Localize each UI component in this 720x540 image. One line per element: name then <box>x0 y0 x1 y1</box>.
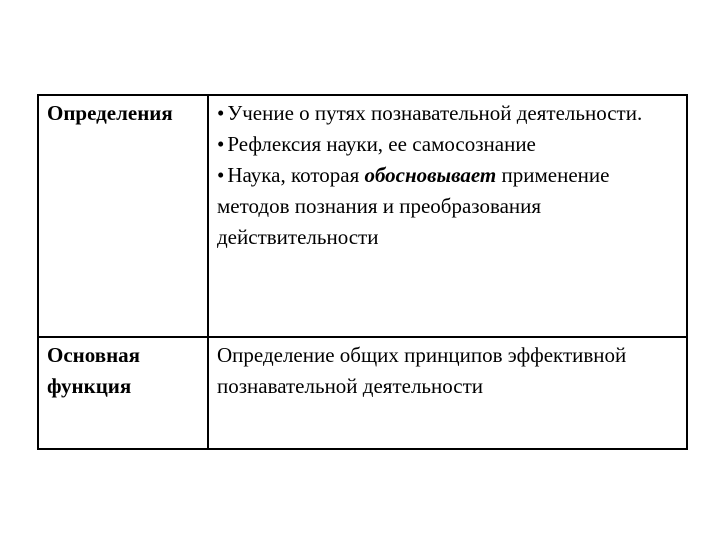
definition-item-1 <box>217 98 678 129</box>
definitions-table <box>37 94 688 450</box>
definition-item-3-text-start: Наука, которая <box>227 163 365 187</box>
definition-item-3 <box>217 160 678 253</box>
definition-item-2 <box>217 129 678 160</box>
table-row-definitions <box>38 95 687 337</box>
definition-item-1-text: Учение о путях познавательной деятельности. <box>227 101 643 125</box>
table-row-main-function <box>38 337 687 449</box>
main-function-cell: Определение общих принципов эффективной познавательной деятельности <box>208 337 687 449</box>
definition-item-3-emphasis: обосновывает <box>364 163 497 187</box>
row-header-main-function: Основная функция <box>38 337 208 449</box>
bullet-marker: • <box>217 163 225 187</box>
definition-item-3-text-end: применение методов познания и преобразования действительности <box>217 163 610 249</box>
definition-item-2-text: Рефлексия науки, ее самосознание <box>227 132 536 156</box>
bullet-marker: • <box>217 132 225 156</box>
row-header-definitions: Определения <box>38 95 208 337</box>
definitions-cell <box>208 95 687 337</box>
bullet-marker: • <box>217 101 225 125</box>
